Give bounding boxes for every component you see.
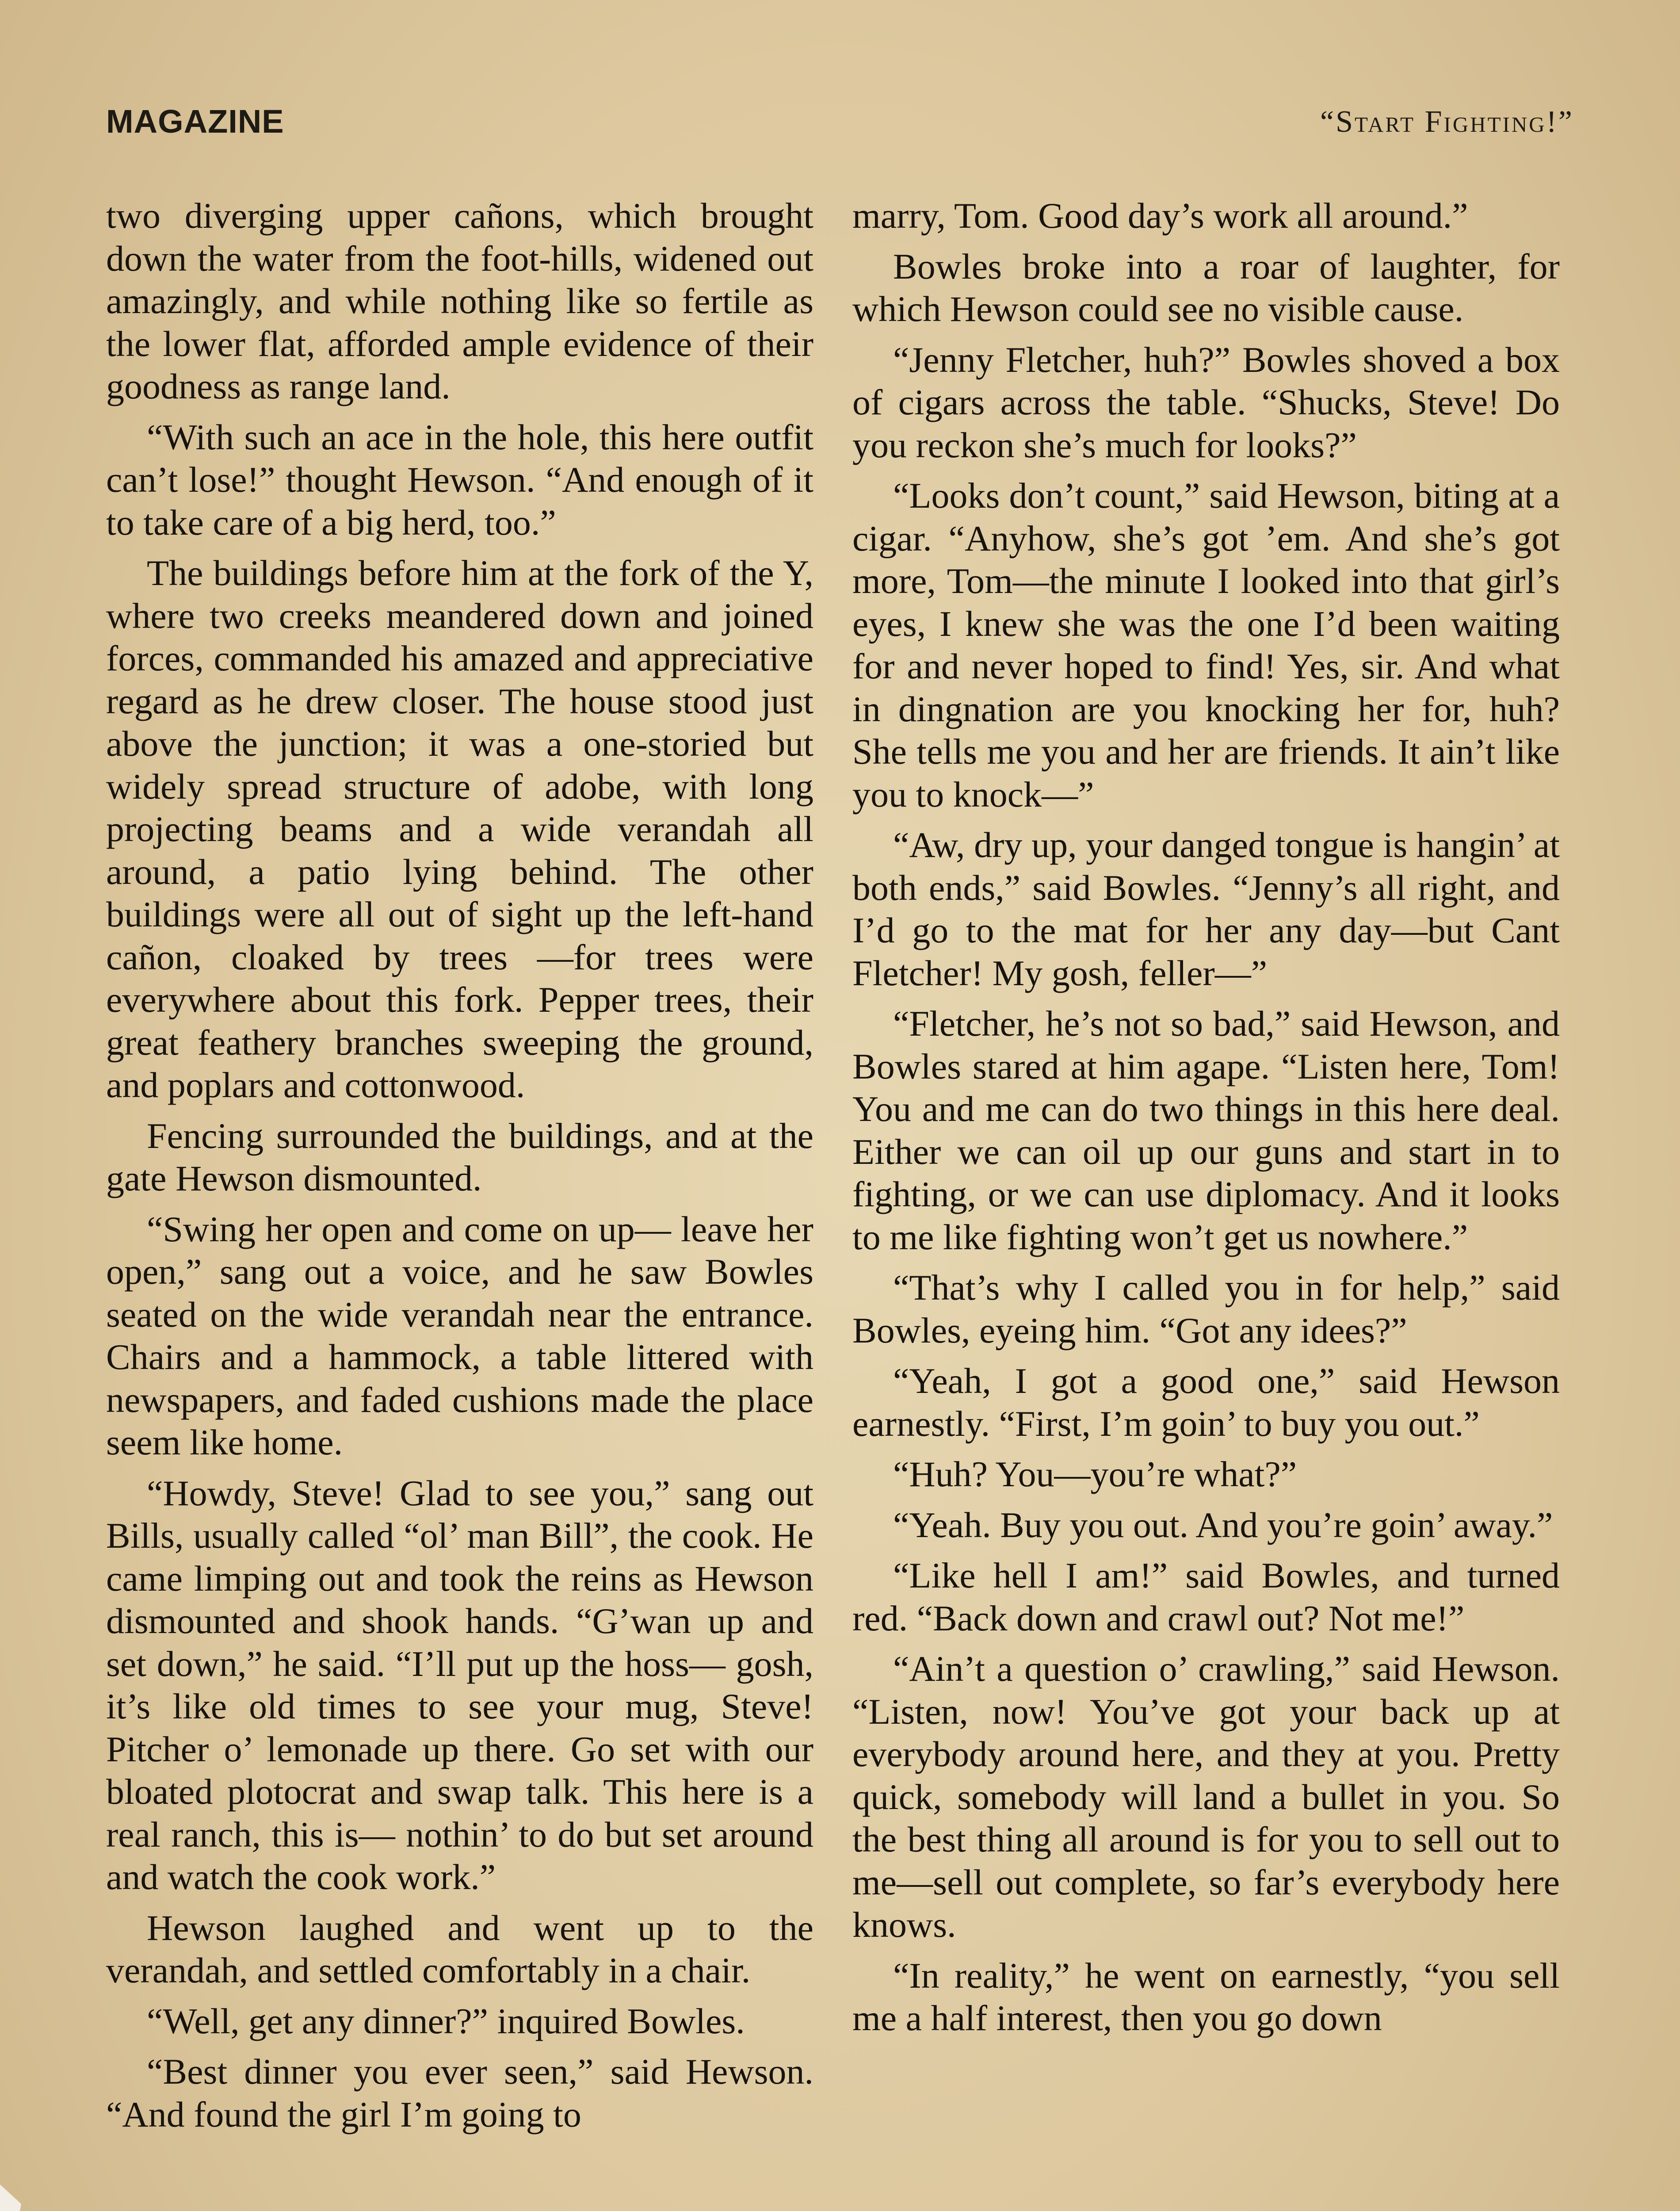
paragraph: Hewson laughed and went up to the verandah, and settled comfortably in a chair. (106, 1907, 813, 1990)
paragraph: marry, Tom. Good day’s work all around.” (852, 195, 1468, 236)
running-header-right: “Start Fighting!” (1320, 105, 1574, 139)
right-text-column (852, 195, 1560, 2048)
paragraph: two diverging upper cañons, which brought down the water from the foot-hills, widened out amazingly, and while nothing like so fertile as the lower flat, afforded ample evidence of their goodness as range land. (106, 195, 813, 406)
paragraph: “Yeah, I got a good one,” said Hewson earnestly. “First, I’m goin’ to buy you out.” (852, 1361, 1560, 1444)
paragraph: “With such an ace in the hole, this here outfit can’t lose!” thought Hewson. “And enough of it to take care of a big herd, too.” (106, 417, 813, 543)
paragraph: Bowles broke into a roar of laughter, for which Hewson could see no visible cause. (852, 246, 1560, 329)
paragraph: “Jenny Fletcher, huh?” Bowles shoved a box of cigars across the table. “Shucks, Steve! Do you reckon she’s much for looks?” (852, 339, 1560, 465)
paragraph: “That’s why I called you in for help,” said Bowles, eyeing him. “Got any idees?” (852, 1267, 1560, 1350)
paragraph: “Huh? You—you’re what?” (893, 1454, 1297, 1494)
running-header (106, 103, 1574, 151)
torn-edge (0, 2184, 27, 2211)
paragraph: “Best dinner you ever seen,” said Hewson. “And found the girl I’m going to (106, 2051, 813, 2134)
paragraph: “Fletcher, he’s not so bad,” said Hewson, and Bowles stared at him agape. “Listen here, Tom! You and me can do two things in this here deal. Either we can oil up our guns and start in to fighting, or we can use diplomacy. And it looks to me like fighting won’t get us nowhere.” (852, 1003, 1560, 1257)
paragraph: “Well, get any dinner?” inquired Bowles. (147, 2001, 745, 2041)
paragraph: “Yeah. Buy you out. And you’re goin’ away.” (893, 1504, 1553, 1545)
paragraph: “In reality,” he went on earnestly, “you sell me a half interest, then you go down (852, 1955, 1560, 2038)
paragraph: “Howdy, Steve! Glad to see you,” sang out Bills, usually called “ol’ man Bill”, the cook. He came limping out and took the reins as Hewson dismounted and shook hands. “G’wan up and set down,” he said. “I’ll put up the hoss— gosh, it’s like old times to see your mug, Steve! Pitcher o’ lemonade up there. Go set with our bloated plotocrat and swap talk. This here is a real ranch, this is— nothin’ to do but set around and watch the cook work.” (106, 1473, 813, 1897)
running-header-left: MAGAZINE (106, 103, 284, 140)
paragraph: “Swing her open and come on up— leave her open,” sang out a voice, and he saw Bowles seated on the wide verandah near the entrance. Chairs and a hammock, a table littered with newspapers, and faded cushions made the place seem like home. (106, 1209, 813, 1462)
paragraph: Fencing surrounded the buildings, and at the gate Hewson dismounted. (106, 1115, 813, 1198)
paragraph: “Aw, dry up, your danged tongue is hangin’ at both ends,” said Bowles. “Jenny’s all right, and I’d go to the mat for her any day—but Cant Fletcher! My gosh, feller—” (852, 825, 1560, 993)
paragraph: “Looks don’t count,” said Hewson, biting at a cigar. “Anyhow, she’s got ’em. And she’s got more, Tom—the minute I looked into that girl’s eyes, I knew she was the one I’d been waiting for and never hoped to find! Yes, sir. And what in dingnation are you knocking her for, huh? She tells me you and her are friends. It ain’t like you to knock—” (852, 475, 1560, 815)
paragraph: “Ain’t a question o’ crawling,” said Hewson. “Listen, now! You’ve got your back up at everybody around here, and they at you. Pretty quick, somebody will land a bullet in you. So the best thing all around is for you to sell out to me—sell out complete, so far’s everybody here knows. (852, 1649, 1560, 1945)
paragraph: The buildings before him at the fork of the Y, where two creeks meandered down and joined forces, commanded his amazed and appreciative regard as he drew closer. The house stood just above the junction; it was a one-storied but widely spread structure of adobe, with long projecting beams and a wide verandah all around, a patio lying behind. The other buildings were all out of sight up the left-hand cañon, cloaked by trees —for trees were everywhere about this fork. Pepper trees, their great feathery branches sweeping the ground, and poplars and cottonwood. (106, 553, 813, 1105)
paragraph: “Like hell I am!” said Bowles, and turned red. “Back down and crawl out? Not me!” (852, 1555, 1560, 1638)
left-text-column (106, 195, 813, 2144)
